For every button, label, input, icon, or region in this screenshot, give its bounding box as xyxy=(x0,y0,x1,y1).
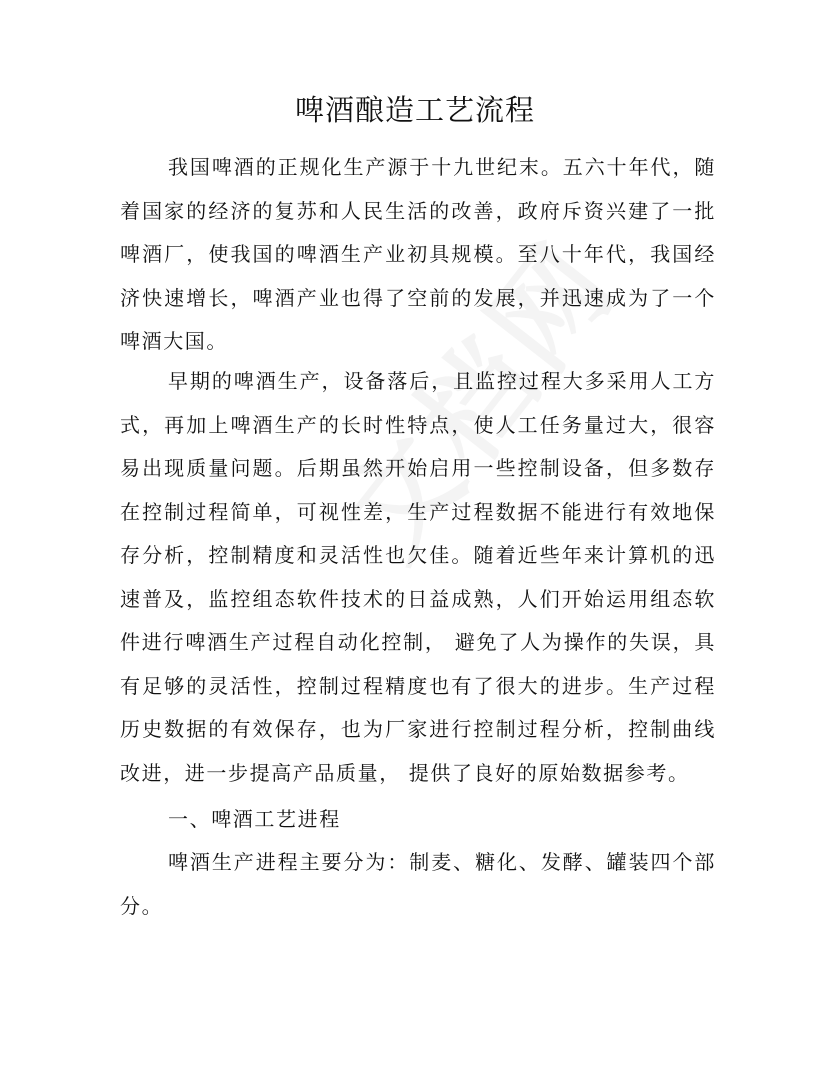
process-paragraph: 啤酒生产进程主要分为：制麦、糖化、发酵、罐装四个部分。 xyxy=(120,850,716,918)
history-paragraph: 早期的啤酒生产，设备落后，且监控过程大多采用人工方式，再加上啤酒生产的长时性特点，使人工任务量过大，很容易出现质量问题。后期虽然开始启用一些控制设备，但多数存在控制过程简单，可视性差，生产过程数据不能进行有效地保存分析，控制精度和灵活性也欠佳。随着近些年来计算机的迅速普及，监控组态软件技术的日益成熟，人们开始运用组态软件进行啤酒生产过程自动化控制， 避免了人为操作的失误，具有足够的灵活性，控制过程精度也有了很大的进步。生产过程历史数据的有效保存，也为厂家进行控制过程分析，控制曲线改进，进一步提高产品质量， 提供了良好的原始数据参考。 xyxy=(120,369,716,785)
section-heading: 一、啤酒工艺进程 xyxy=(168,807,341,831)
page-title: 啤酒酿造工艺流程 xyxy=(294,93,535,127)
intro-paragraph: 我国啤酒的正规化生产源于十九世纪末。五六十年代，随着国家的经济的复苏和人民生活的改善，政府斥资兴建了一批啤酒厂，使我国的啤酒生产业初具规模。至八十年代，我国经济快速增长，啤酒产业也得了空前的发展，并迅速成为了一个啤酒大国。 xyxy=(120,155,716,353)
